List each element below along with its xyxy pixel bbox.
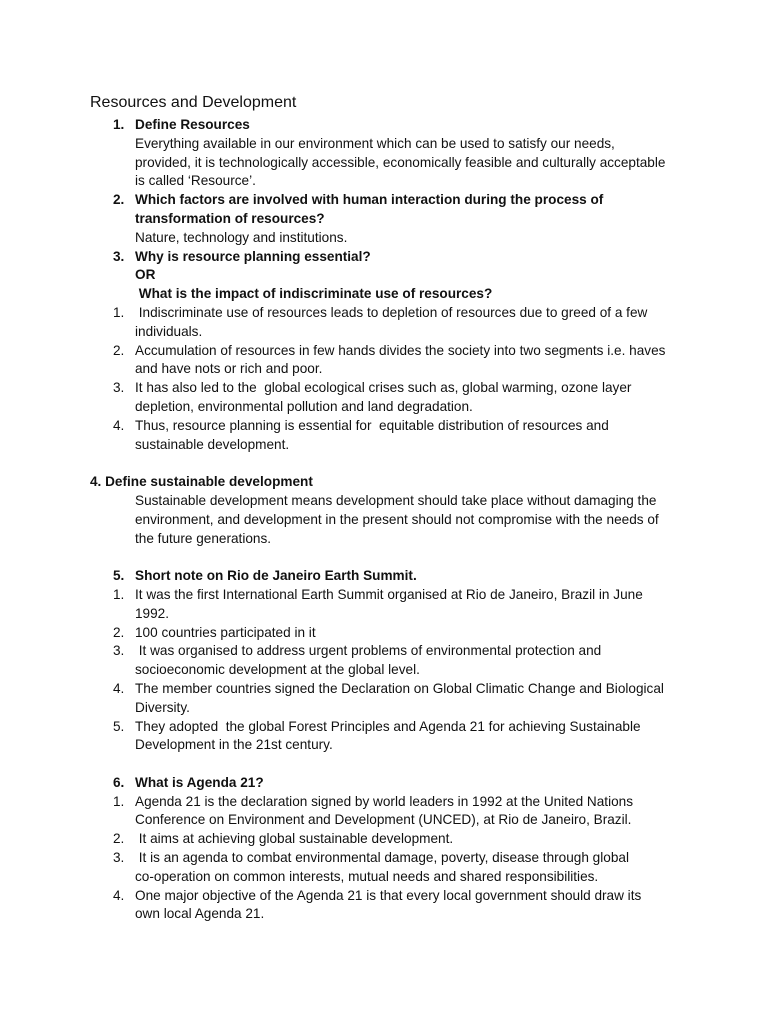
item-line: socioeconomic development at the global level. <box>135 662 420 678</box>
question-number: 5. <box>113 568 125 584</box>
item-number: 2. <box>113 831 125 847</box>
item-number: 3. <box>113 850 125 866</box>
item-number: 1. <box>113 793 125 809</box>
item-line: It has also led to the global ecological crises such as, global warming, ozone layer <box>135 380 632 396</box>
alt-question-text: What is the impact of indiscriminate use of resources? <box>135 286 493 302</box>
item-number: 1. <box>113 586 125 602</box>
item-number: 2. <box>113 624 125 640</box>
question-5 <box>90 567 690 586</box>
item-line: The member countries signed the Declaration on Global Climatic Change and Biological <box>135 680 664 696</box>
answer-5-list <box>90 586 690 755</box>
item-line: Accumulation of resources in few hands divides the society into two segments i.e. haves <box>135 342 666 358</box>
list-item <box>90 680 690 718</box>
item-line: Development in the 21st century. <box>135 737 333 753</box>
page-title: Resources and Development <box>90 94 297 111</box>
list-item <box>90 379 690 417</box>
item-line: sustainable development. <box>135 436 290 452</box>
item-line: individuals. <box>135 323 203 339</box>
question-number: 1. <box>113 117 125 132</box>
spacer <box>90 755 690 774</box>
question-number: 2. <box>113 192 125 208</box>
question-line: Which factors are involved with human interaction during the process of <box>135 192 604 208</box>
question-number: 6. <box>113 774 125 790</box>
item-line: own local Agenda 21. <box>135 906 265 922</box>
item-line: Diversity. <box>135 699 190 715</box>
list-item <box>90 793 690 831</box>
item-line: Agenda 21 is the declaration signed by world leaders in 1992 at the United Nations <box>135 793 634 809</box>
item-number: 1. <box>113 304 125 320</box>
answer-6-list <box>90 793 690 925</box>
list-item <box>90 642 690 680</box>
list-item <box>90 624 690 643</box>
list-item <box>90 830 690 849</box>
item-number: 4. <box>113 417 125 433</box>
item-line: It is an agenda to combat environmental damage, poverty, disease through global <box>135 850 629 866</box>
list-item <box>90 586 690 624</box>
item-number: 5. <box>113 718 125 734</box>
item-line: and have nots or rich and poor. <box>135 361 323 377</box>
question-3 <box>90 248 690 304</box>
item-line: Conference on Environment and Development (UNCED), at Rio de Janeiro, Brazil. <box>135 812 632 828</box>
item-number: 2. <box>113 342 125 358</box>
item-line: depletion, environmental pollution and land degradation. <box>135 398 473 414</box>
list-item <box>90 887 690 925</box>
item-number: 3. <box>113 643 125 659</box>
question-6 <box>90 774 690 793</box>
question-text: Why is resource planning essential? <box>135 248 371 264</box>
document-page <box>90 92 690 924</box>
answer-line: environment, and development in the present should not compromise with the needs of <box>135 511 659 527</box>
question-text: Short note on Rio de Janeiro Earth Summit. <box>135 568 417 584</box>
item-number: 4. <box>113 887 125 903</box>
question-line: transformation of resources? <box>135 210 325 226</box>
list-item <box>90 304 690 342</box>
answer-line: is called ‘Resource’. <box>135 173 256 189</box>
question-4: 4. Define sustainable development <box>90 474 313 490</box>
item-line: 1992. <box>135 605 170 621</box>
answer-line: provided, it is technologically accessible, economically feasible and culturally acceptable <box>135 154 666 170</box>
question-1 <box>90 116 690 135</box>
spacer <box>90 454 690 473</box>
item-line: They adopted the global Forest Principles and Agenda 21 for achieving Sustainable <box>135 718 641 734</box>
spacer <box>90 548 690 567</box>
list-item <box>90 849 690 887</box>
question-number: 3. <box>113 248 125 264</box>
answer-4 <box>90 492 690 548</box>
item-number: 4. <box>113 680 125 696</box>
item-line: It was organised to address urgent problems of environmental protection and <box>135 643 602 659</box>
answer-2: Nature, technology and institutions. <box>135 229 348 245</box>
question-text: Define Resources <box>135 117 250 132</box>
question-text: What is Agenda 21? <box>135 774 264 790</box>
question-2 <box>90 191 690 229</box>
answer-line: Sustainable development means development should take place without damaging the <box>135 492 657 508</box>
list-item <box>90 718 690 756</box>
answer-1 <box>90 135 690 191</box>
item-line: It was the first International Earth Summit organised at Rio de Janeiro, Brazil in June <box>135 586 643 602</box>
or-label: OR <box>135 267 156 283</box>
item-line: It aims at achieving global sustainable development. <box>135 831 454 847</box>
item-line: 100 countries participated in it <box>135 624 316 640</box>
answer-3-list <box>90 304 690 454</box>
item-line: Indiscriminate use of resources leads to depletion of resources due to greed of a few <box>135 304 648 320</box>
answer-line: the future generations. <box>135 530 272 546</box>
item-line: One major objective of the Agenda 21 is that every local government should draw its <box>135 887 642 903</box>
item-line: Thus, resource planning is essential for equitable distribution of resources and <box>135 417 609 433</box>
list-item <box>90 417 690 455</box>
item-number: 3. <box>113 380 125 396</box>
list-item <box>90 342 690 380</box>
answer-line: Everything available in our environment which can be used to satisfy our needs, <box>135 135 615 151</box>
item-line: co-operation on common interests, mutual needs and shared responsibilities. <box>135 868 599 884</box>
